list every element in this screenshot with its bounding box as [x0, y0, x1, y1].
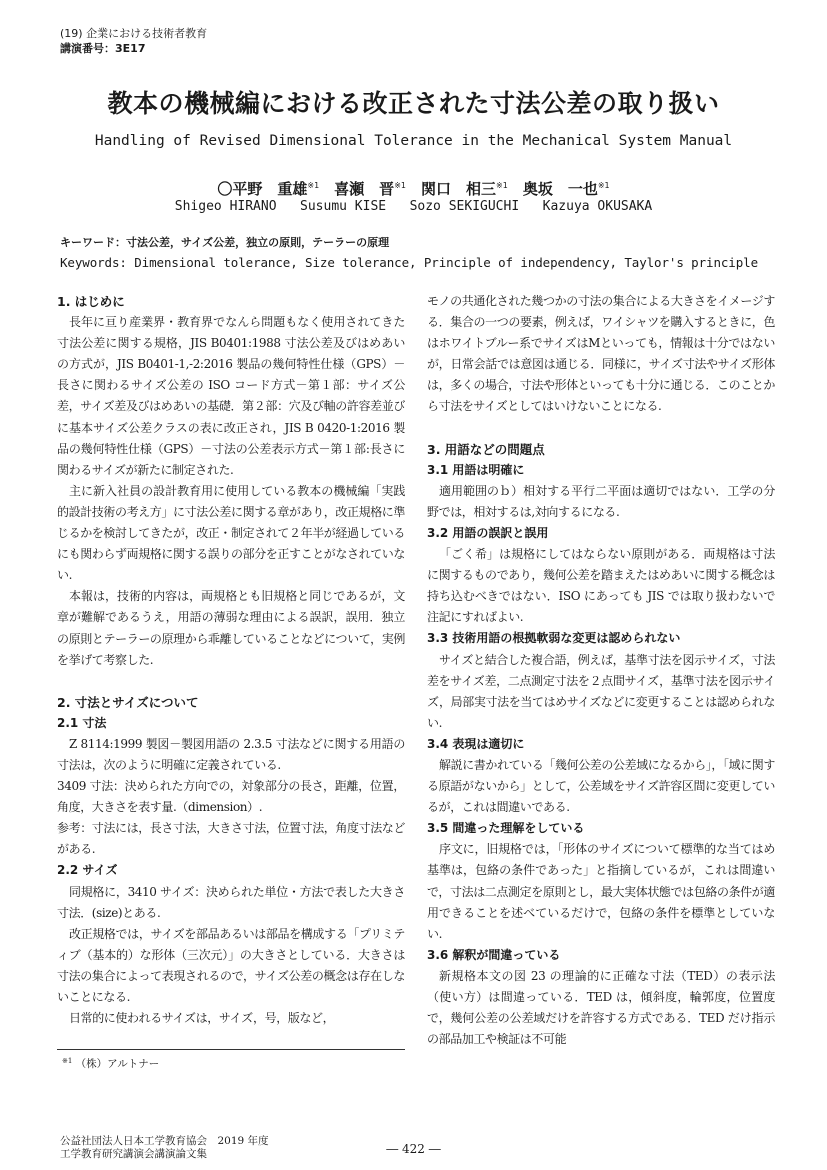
footnote-text: （株）アルトナー: [75, 1058, 160, 1070]
authors-english: Shigeo HIRANO Susumu KISE Sozo SEKIGUCHI Kazuya OKUSAKA: [174, 199, 653, 214]
paragraph: 3409 寸法：決められた方向での，対象部分の長さ，距離，位置，角度，大きさを表す量.（dimension）.: [57, 779, 405, 815]
paragraph: 新規格本文の図 23 の理論的に正確な寸法（TED）の表示法（使い方）は間違っている．TED は，傾斜度，輪郭度，位置度で，幾何公差の公差域だけを許容する方式である．TED だけ指示の部品加工や検証は不可能: [427, 968, 775, 1047]
paragraph: 改正規格では，サイズを部品あるいは部品を構成する「プリミティブ（基本的）な形体（三次元）」の大きさとしている．大きさは寸法の集合によって表現されるので，サイズ公差の概念は存在しないことになる.: [57, 926, 405, 1004]
affiliation-mark: ※1: [597, 181, 610, 190]
lecture-number: 講演番号：3E17: [60, 42, 146, 55]
subsection-heading: 3.4 表現は適切に: [427, 736, 525, 751]
subsection-heading: 2.2 サイズ: [57, 863, 118, 878]
authors-japanese: [0, 175, 827, 200]
author-sekiguchi: 関口 相三: [421, 180, 497, 198]
keywords-japanese: キーワード：寸法公差，サイズ公差，独立の原則，テーラーの原理: [60, 236, 390, 249]
paragraph: 参考：寸法には，長さ寸法，大きさ寸法，位置寸法，角度寸法などがある.: [57, 821, 406, 857]
section-heading: 2. 寸法とサイズについて: [57, 694, 199, 710]
affiliation-mark: ※1: [394, 181, 406, 190]
paragraph: 主に新入社員の設計教育用に使用している教本の機械編「実践的設計技術の考え方」に寸法公差に関する章があり，改正規格に準じるかを検討してきたが，改正・制定されて２年半が経過しているにも関わらず両規格に関する誤りの部分を正すことがなされていない.: [57, 483, 406, 583]
paragraph: 同規格に，3410 サイズ：決められた単位・方法で表した大きさ寸法．(size)とある.: [57, 884, 405, 920]
affiliation-mark: ※1: [496, 181, 508, 190]
left-column: [57, 291, 405, 1029]
subsection-heading: 3.3 技術用語の根拠軟弱な変更は認められない: [427, 631, 681, 646]
page-title-english: Handling of Revised Dimensional Tolerance in the Mechanical System Manual: [94, 133, 733, 149]
subsection-heading: 3.6 解釈が間違っている: [427, 947, 561, 962]
footnote: [62, 1054, 159, 1071]
paragraph: サイズと結合した複合語，例えば，基準寸法を図示サイズ，寸法差をサイズ差，二点測定寸法を２点間サイズ，基準寸法を図示サイズ，局部実寸法を当てはめサイズなどに変更することは認められない.: [427, 652, 775, 730]
paragraph: 解説に書かれている「幾何公差の公差域になるから」，「域に関する原語がないから」として，公差域をサイズ許容区間に変更しているが，これは間違いである.: [427, 757, 776, 815]
subsection-heading: 3.2 用語の誤訳と誤用: [427, 525, 549, 540]
subsection-heading: 2.1 寸法: [57, 715, 107, 730]
right-column: [427, 291, 775, 1050]
section-heading: 3. 用語などの問題点: [427, 441, 545, 457]
subsection-heading: 3.1 用語は明確に: [427, 462, 525, 477]
affiliation-mark: ※1: [307, 181, 320, 190]
author-okusaka: 奥坂 一也: [522, 180, 598, 198]
section-heading: 1. はじめに: [57, 294, 125, 309]
publisher-line-2: 工学教育研究講演会講演論文集: [60, 1148, 207, 1160]
paragraph: 「ごく希」は規格にしてはならない原則がある．両規格は寸法に関するものであり，幾何公差を踏まえたはめあいに関する概念は持ち込むべきではない．ISO にあっても JIS では取り扱わないで注記にすればよい.: [427, 547, 776, 625]
paragraph: モノの共通化された幾つかの寸法の集合による大きさをイメージする．集合の一つの要素，例えば，ワイシャツを購入するときに，色はホワイトブルー系でサイズはMといっても，情報は十分ではないが，日常会話では意図は通じる．同様に，サイズ寸法やサイズ形体は，多くの場合，寸法や形体といっても十分に通じる．このことから寸法をサイズとしてはいけないことになる.: [427, 294, 776, 414]
footnote-divider: [57, 1049, 405, 1050]
page-number: ― 422 ―: [386, 1142, 441, 1156]
session-label: (19) 企業における技術者教育: [60, 27, 208, 40]
keywords-english: Keywords: Dimensional tolerance, Size tolerance, Principle of independency, Taylor's principle: [60, 255, 759, 270]
page-title: 教本の機械編における改正された寸法公差の取り扱い: [107, 89, 720, 118]
paragraph: 本報は，技術的内容は，両規格とも旧規格と同じであるが，文章が難解であるうえ，用語の薄弱な理由による誤訳，誤用．独立の原則とテーラーの原理から乖離していることなどについて，実例を挙げて考察した.: [57, 589, 405, 667]
paragraph: 日常的に使われるサイズは，サイズ，号，版など，: [69, 1011, 335, 1026]
paragraph: 長年に亘り産業界・教育界でなんら問題もなく使用されてきた寸法公差に関する規格，JIS B0401:1988 寸法公差及びはめあいの方式が，JIS B0401-1,-2:2016 製品の幾何特性仕様（GPS）－長さに関わるサイズ公差の ISO コード方式－第１部：サイズ公差，サイズ差及びはめあいの基礎．第２部：穴及び軸の許容差並びに基本サイズ公差クラスの表に改正され，JIS B 0420-1:2016 製品の幾何特性仕様（GPS）－寸法の公差表示方式－第１部:長さに関わるサイズが新たに制定された.: [57, 315, 405, 477]
author-kise: 喜瀬 晋: [334, 180, 395, 198]
paragraph: 序文に，旧規格では，「形体のサイズについて標準的な当てはめ基準は，包絡の条件であった」と指摘しているが，これは間違いで，寸法は二点測定を原則とし，最大実体状態では包絡の条件が適用できることを述べているだけで，包絡の条件を標準としていない.: [427, 842, 775, 941]
paragraph: Z 8114:1999 製図－製図用語の 2.3.5 寸法などに関する用語の寸法は，次のように明確に定義されている.: [57, 736, 405, 772]
paragraph: 適用範囲のｂ）相対する平行二平面は適切ではない．工学の分野では，相対するは,対向するになる.: [427, 483, 775, 519]
footnote-mark: ※1: [62, 1057, 73, 1065]
publisher-line-1: 公益社団法人日本工学教育協会 2019 年度: [60, 1135, 269, 1147]
subsection-heading: 3.5 間違った理解をしている: [427, 821, 585, 836]
author-hirano: 〇平野 重雄: [217, 180, 308, 198]
